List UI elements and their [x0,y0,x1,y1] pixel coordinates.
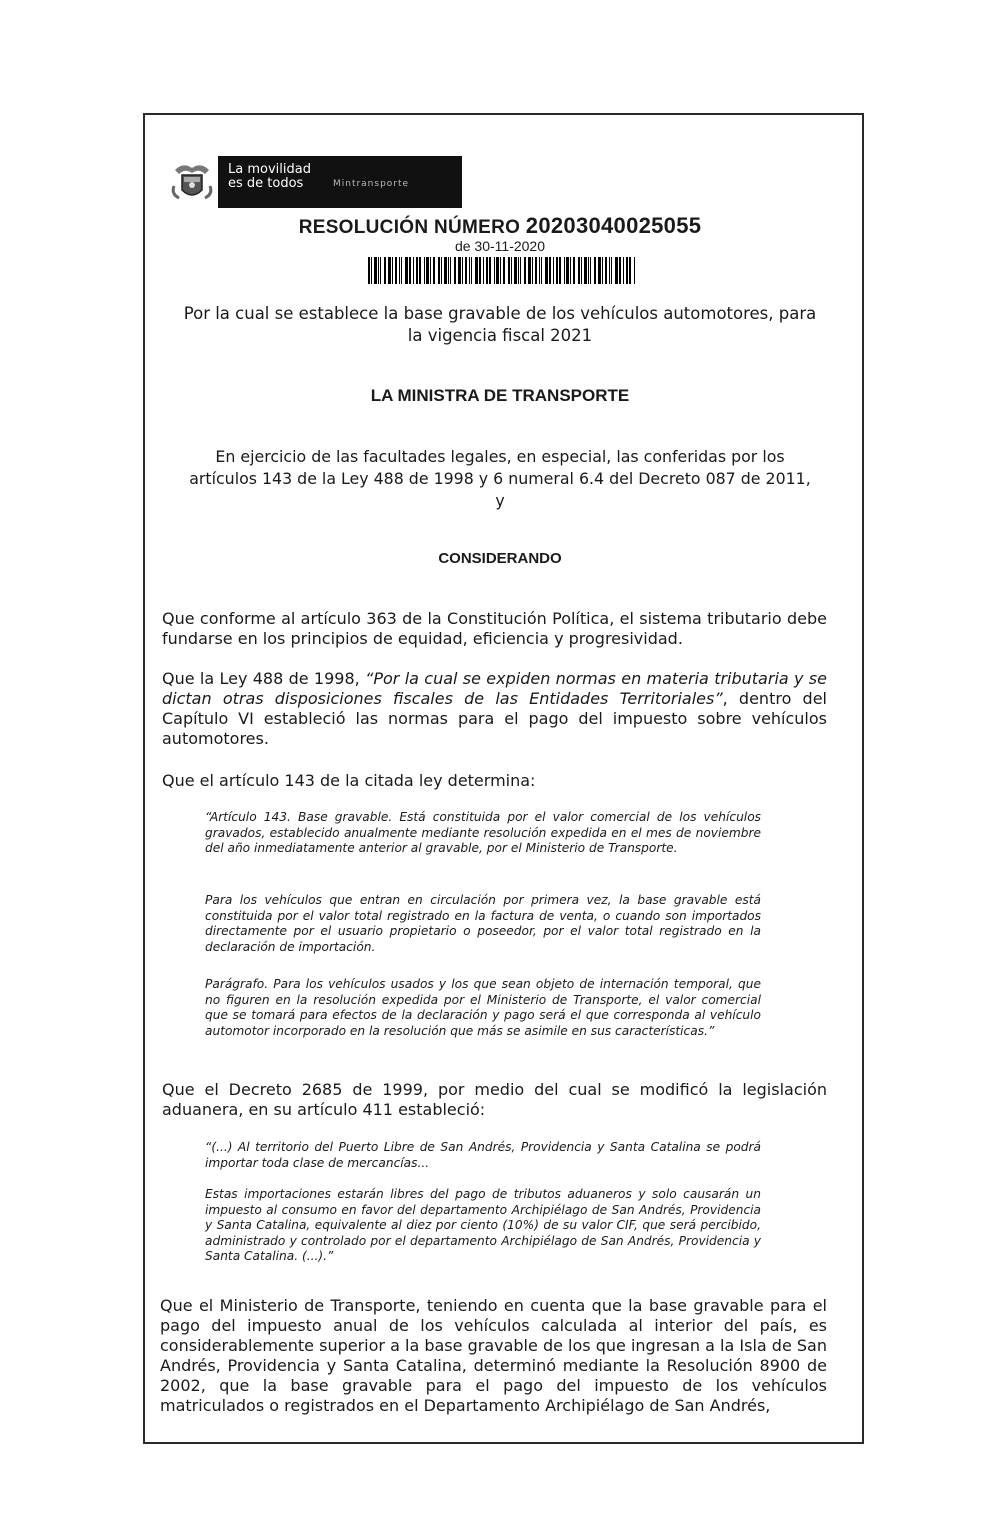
barcode-bar [611,257,612,284]
barcode-bar [458,257,461,284]
paragraph-2 [162,669,827,749]
logo-banner [218,156,462,208]
quote-article-143: “Artículo 143. Base gravable. Está constituida por el valor comercial de los vehículos gravados, establecido anualmente mediante resolución expedida en el mes de noviembre del año inmediatamente anterior al gravable, por el Ministerio de Transporte. [205,810,761,855]
letterhead-logo [166,156,462,208]
barcode-bar [471,257,472,284]
barcode-bar [371,257,372,284]
resolution-title-prefix: RESOLUCIÓN NÚMERO [298,217,521,238]
barcode-bar [549,257,551,284]
barcode-bar [615,257,618,284]
barcode-bar [629,257,631,284]
resolution-date: de 30-11-2020 [454,238,546,254]
barcode-bar [479,257,481,284]
barcode-bar [500,257,501,284]
barcode [368,257,638,284]
barcode-bar [380,257,381,284]
barcode-bar [559,257,561,284]
barcode-bar [454,257,456,284]
barcode-bar [634,257,635,284]
barcode-bar [503,257,505,284]
barcode-bar [469,257,470,284]
preamble-line2: artículos 143 de la Ley 488 de 1998 y 6 numeral 6.4 del Decreto 087 de 2011, [189,469,811,488]
barcode-bar [520,257,521,284]
barcode-bar [539,257,540,284]
barcode-bar [424,257,425,284]
quote-first-circulation: Para los vehículos que entran en circulación por primera vez, la base gravable está constituida por el valor total registrado en la factura de venta, o cuando son importados directamente por el usuario propietario o poseedor, por el valor total registrado en la declaración de importación. [205,893,761,954]
barcode-bar [413,257,414,284]
barcode-bar [433,257,435,284]
barcode-bar [508,257,510,284]
barcode-bar [438,257,440,284]
barcode-bar [388,257,391,284]
barcode-bar [392,257,393,284]
barcode-bar [626,257,628,284]
quote-paragrafo: Parágrafo. Para los vehículos usados y los que sean objeto de internación temporal, que no figuren en la resolución expedida por el Ministerio de Transporte, el valor comercial que se tomará para efectos de la declaración y pago será el que corresponda al vehículo automotor incorporado en la resolución que más se asimile en sus características.” [205,977,761,1038]
barcode-bar [541,257,542,284]
barcode-bar [511,257,512,284]
quote-imports: Estas importaciones estarán libres del pago de tributos aduaneros y solo causarán un impuesto al consumo en favor del departamento Archipiélago de San Andrés, Providencia y Santa Catalina, equivalente al diez por ciento (10%) de su valor CIF, que será percibido, administrado y controlado por el departamento Archipiélago de San Andrés, Providencia y Santa Catalina. (...).” [205,1187,761,1263]
barcode-bar [556,257,558,284]
logo-slogan-line1: La movilidad [228,162,311,177]
paragraph-1: Que conforme al artículo 363 de la Constitución Política, el sistema tributario debe fundarse en los principios de equidad, eficiencia y progresividad. [162,609,827,648]
barcode-bar [441,257,442,284]
barcode-bar [619,257,621,284]
barcode-bar [584,257,587,284]
barcode-bar [528,257,531,284]
barcode-bar [489,257,491,284]
barcode-bar [623,257,624,284]
logo-slogan-line2: es de todos [228,176,304,191]
barcode-bar [409,257,411,284]
barcode-bar [405,257,408,284]
preamble [155,446,845,512]
barcode-bar [378,257,379,284]
paragraph-3: Que el artículo 143 de la citada ley determina: [162,771,536,790]
barcode-bar [564,257,565,284]
barcode-bar [494,257,495,284]
coat-of-arms-icon [166,158,218,206]
barcode-bar [598,257,601,284]
barcode-bar [475,257,478,284]
authority-heading: LA MINISTRA DE TRANSPORTE [370,386,630,405]
barcode-bar [602,257,603,284]
barcode-bar [581,257,582,284]
barcode-bar [486,257,488,284]
barcode-bar [416,257,418,284]
resolution-number: 20203040025055 [525,213,702,238]
law-title-quote: “Por la cual se expiden normas en materia tributaria y se dictan otras disposiciones fiscales de las Entidades Territoriales” [162,669,827,708]
barcode-bar [448,257,449,284]
barcode-bar [462,257,463,284]
barcode-bar [368,257,370,284]
barcode-bar [430,257,431,284]
barcode-bar [609,257,610,284]
barcode-bar [588,257,589,284]
paragraph-5: Que el Ministerio de Transporte, teniendo en cuenta que la base gravable para el pago del impuesto anual de los vehículos calculada al interior del país, es considerablemente superior a la base gravable de los que ingresan a la Isla de San Andrés, Providencia y Santa Catalina, determinó mediante la Resolución 8900 de 2002, que la base gravable para el pago del impuesto de los vehículos matriculados o registrados en el Departamento Archipiélago de San Andrés, [160,1296,827,1415]
preamble-line1: En ejercicio de las facultades legales, en especial, las conferidas por los [215,447,785,466]
barcode-bar [590,257,591,284]
barcode-bar [545,257,548,284]
subject [160,303,840,347]
subject-line2: la vigencia fiscal 2021 [407,326,593,345]
barcode-bar [573,257,575,284]
barcode-bar [578,257,580,284]
subject-line1: Por la cual se establece la base gravable de los vehículos automotores, para [183,304,817,323]
barcode-bar [483,257,484,284]
barcode-bar [401,257,402,284]
barcode-bar [524,257,526,284]
barcode-bar [496,257,499,284]
barcode-bar [419,257,421,284]
barcode-bar [553,257,554,284]
considerando-heading: CONSIDERANDO [438,550,562,567]
barcode-bar [399,257,400,284]
barcode-bar [532,257,533,284]
barcode-bar [395,257,397,284]
logo-ministry: Mintransporte [332,179,410,189]
barcode-bar [444,257,447,284]
barcode-bar [514,257,517,284]
preamble-line3: y [495,491,505,510]
quote-decree-411: “(...) Al territorio del Puerto Libre de San Andrés, Providencia y Santa Catalina se podrá importar toda clase de mercancías... [205,1140,761,1170]
barcode-bar [594,257,596,284]
barcode-bar [450,257,451,284]
paragraph-2-start: Que la Ley 488 de 1998, [162,669,366,688]
paragraph-2-end: , dentro del Capítulo VI estableció las normas para el pago del impuesto sobre vehículos automotores. [162,689,828,748]
barcode-bar [384,257,386,284]
resolution-title [0,213,1000,239]
barcode-bar [570,257,571,284]
barcode-bar [426,257,429,284]
barcode-bar [535,257,537,284]
barcode-bar [465,257,467,284]
barcode-bar [374,257,377,284]
paragraph-4: Que el Decreto 2685 de 1999, por medio del cual se modificó la legislación aduanera, en su artículo 411 estableció: [162,1080,827,1119]
barcode-bar [518,257,519,284]
barcode-bar [566,257,569,284]
barcode-bar [605,257,607,284]
